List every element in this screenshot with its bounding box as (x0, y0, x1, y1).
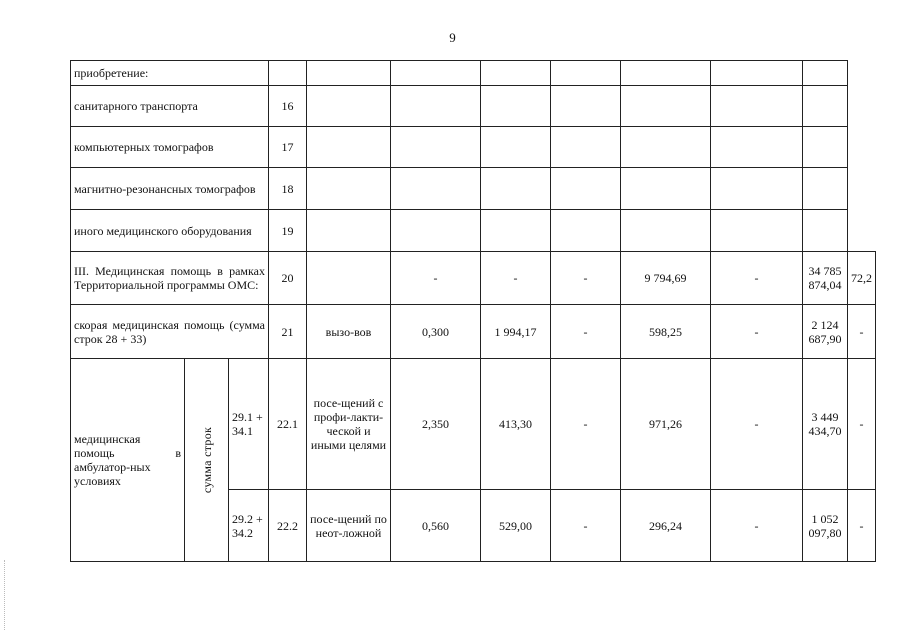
row-name: скорая медицинская помощь (сумма строк 28 + 33) (71, 305, 269, 359)
sum-lines: 29.1 + 34.1 (229, 359, 269, 490)
cell-col6: 2 124 687,90 (803, 305, 848, 359)
row-name: иного медицинского оборудования (71, 210, 269, 252)
row-unit: посе-щений с профи-лакти-ческой и иными целями (307, 359, 391, 490)
cell-col6 (803, 86, 848, 127)
row-code: 22.1 (269, 359, 307, 490)
row-unit (307, 127, 391, 168)
table-row (71, 61, 876, 86)
table-row (71, 86, 876, 127)
sum-rows-label: сумма строк (199, 426, 214, 494)
cell-col1: 0,300 (391, 305, 481, 359)
cell-col2: 413,30 (481, 359, 551, 490)
cell-col5 (711, 61, 803, 86)
cell-col2: 1 994,17 (481, 305, 551, 359)
row-code: 17 (269, 127, 307, 168)
row-unit (307, 61, 391, 86)
row-unit (307, 86, 391, 127)
row-code: 22.2 (269, 490, 307, 562)
sum-lines: 29.2 + 34.2 (229, 490, 269, 562)
cell-col7: 72,2 (848, 252, 876, 305)
cell-col2 (481, 127, 551, 168)
ambulatory-name: медицинская помощь в амбулатор-ных условиях (71, 359, 185, 562)
cell-col6: 1 052 097,80 (803, 490, 848, 562)
row-code: 20 (269, 252, 307, 305)
cell-col7: - (848, 359, 876, 490)
cell-col7: - (848, 490, 876, 562)
cell-col2: - (481, 252, 551, 305)
cell-col2 (481, 210, 551, 252)
cell-col1 (391, 168, 481, 210)
cell-col5: - (711, 305, 803, 359)
row-name: III. Медицинская помощь в рамках Территориальной программы ОМС: (71, 252, 269, 305)
cell-col4 (621, 86, 711, 127)
cell-col3: - (551, 490, 621, 562)
row-code: 19 (269, 210, 307, 252)
table-row (71, 252, 876, 305)
cell-col3: - (551, 305, 621, 359)
row-name: приобретение: (71, 61, 269, 86)
cell-col4 (621, 127, 711, 168)
row-unit: посе-щений по неот-ложной (307, 490, 391, 562)
cell-col1 (391, 86, 481, 127)
cell-col5: - (711, 490, 803, 562)
cell-col5 (711, 168, 803, 210)
row-unit (307, 168, 391, 210)
cell-col2 (481, 61, 551, 86)
cell-col1 (391, 61, 481, 86)
table-row (71, 305, 876, 359)
cell-col6: 34 785 874,04 (803, 252, 848, 305)
cell-col3 (551, 61, 621, 86)
cell-col1: 2,350 (391, 359, 481, 490)
cell-col4 (621, 168, 711, 210)
cell-col2 (481, 86, 551, 127)
cell-col4: 296,24 (621, 490, 711, 562)
row-name: компьютерных томографов (71, 127, 269, 168)
cell-col4 (621, 210, 711, 252)
table-row (71, 168, 876, 210)
cell-col5 (711, 86, 803, 127)
cell-col4: 598,25 (621, 305, 711, 359)
cell-col3 (551, 168, 621, 210)
cell-col1 (391, 127, 481, 168)
table-row (71, 359, 876, 490)
cell-col6: 3 449 434,70 (803, 359, 848, 490)
cell-col4: 9 794,69 (621, 252, 711, 305)
cell-col5 (711, 127, 803, 168)
table-row (71, 127, 876, 168)
cell-col5 (711, 210, 803, 252)
cell-col7: - (848, 305, 876, 359)
cell-col6 (803, 61, 848, 86)
row-unit (307, 210, 391, 252)
cell-col6 (803, 168, 848, 210)
table-row (71, 210, 876, 252)
cell-col1: - (391, 252, 481, 305)
row-unit (307, 252, 391, 305)
cell-col2: 529,00 (481, 490, 551, 562)
page-number: 9 (449, 30, 456, 45)
cell-col6 (803, 127, 848, 168)
scan-edge-mark (4, 560, 6, 630)
cell-col4: 971,26 (621, 359, 711, 490)
row-name: магнитно-резонансных томографов (71, 168, 269, 210)
row-code: 16 (269, 86, 307, 127)
cell-col2 (481, 168, 551, 210)
cell-col3 (551, 127, 621, 168)
cell-col3: - (551, 359, 621, 490)
row-code (269, 61, 307, 86)
cell-col3 (551, 86, 621, 127)
cell-col3 (551, 210, 621, 252)
cell-col5: - (711, 252, 803, 305)
row-unit: вызо-вов (307, 305, 391, 359)
cell-col1 (391, 210, 481, 252)
cell-col3: - (551, 252, 621, 305)
row-code: 21 (269, 305, 307, 359)
row-name: санитарного транспорта (71, 86, 269, 127)
cell-col4 (621, 61, 711, 86)
row-code: 18 (269, 168, 307, 210)
cell-col5: - (711, 359, 803, 490)
sum-rows-label-cell (185, 359, 229, 562)
cell-col1: 0,560 (391, 490, 481, 562)
cell-col6 (803, 210, 848, 252)
budget-table (70, 60, 876, 562)
